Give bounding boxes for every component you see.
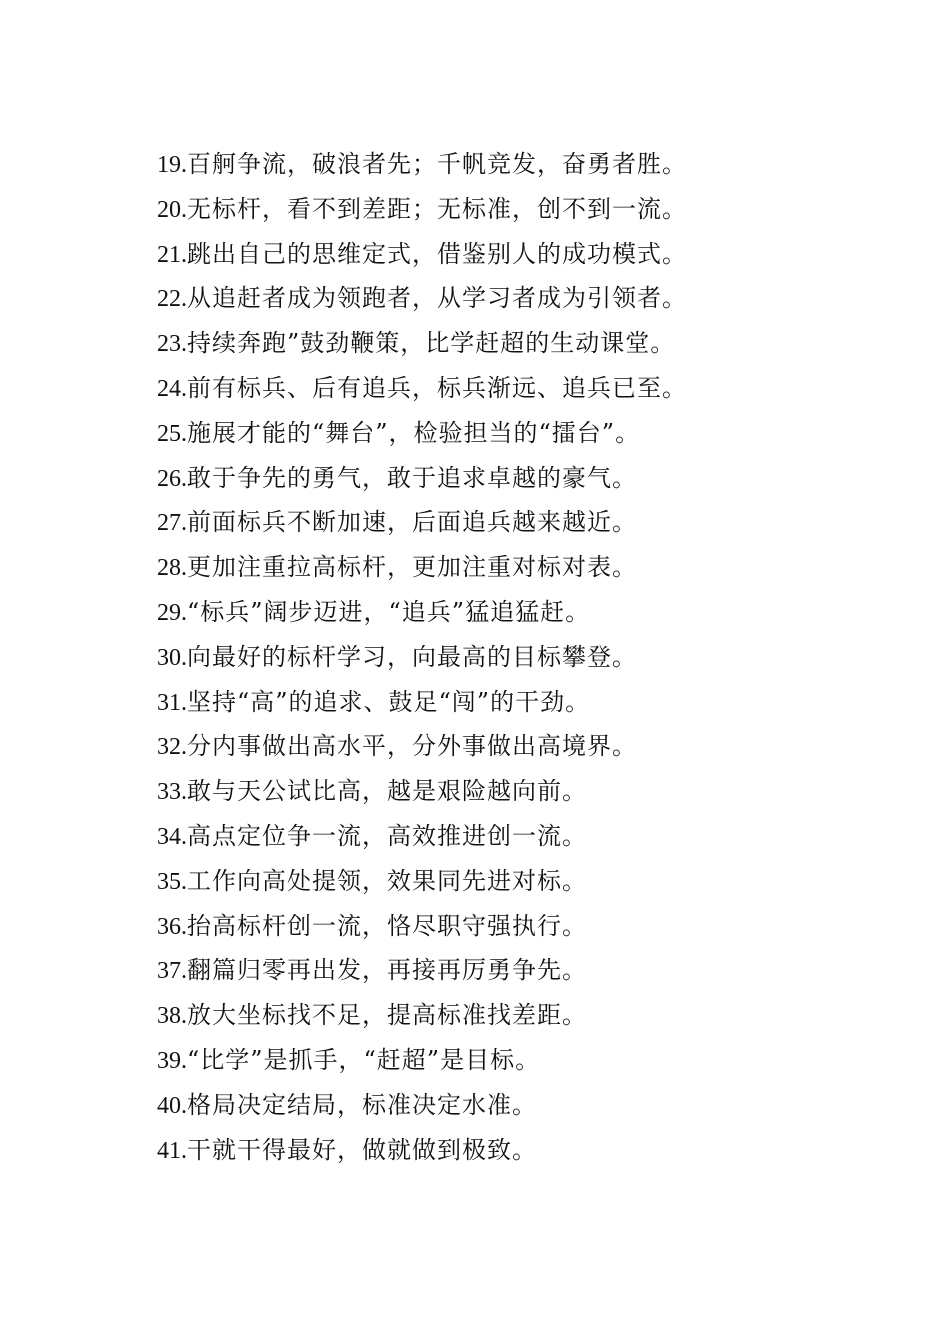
list-item	[157, 948, 687, 993]
item-text: 从追赶者成为领跑者，从学习者成为引领者。	[187, 284, 687, 313]
item-number: 19.	[157, 152, 187, 178]
item-number: 24.	[157, 375, 187, 402]
item-text: 施展才能的“舞台”，检验担当的“擂台”。	[187, 418, 641, 447]
list-item	[157, 814, 687, 859]
item-text: 前有标兵、后有追兵，标兵渐远、追兵已至。	[187, 373, 687, 402]
item-number: 39.	[157, 1047, 187, 1074]
list-item	[157, 590, 687, 635]
item-text: 前面标兵不断加速，后面追兵越来越近。	[187, 508, 637, 537]
list-item	[157, 635, 687, 680]
item-text: 工作向高处提领，效果同先进对标。	[187, 866, 587, 895]
item-text: 敢于争先的勇气，敢于追求卓越的豪气。	[187, 463, 637, 492]
item-number: 27.	[157, 510, 187, 537]
list-item	[157, 232, 687, 277]
list-item	[157, 1083, 687, 1128]
list-item	[157, 187, 687, 232]
list-item	[157, 724, 687, 769]
list-item	[157, 769, 687, 814]
item-text: 跳出自己的思维定式，借鉴别人的成功模式。	[187, 239, 687, 268]
item-text: 坚持“高”的追求、鼓足“闯”的干劲。	[187, 687, 591, 716]
list-item	[157, 321, 687, 366]
list-item	[157, 680, 687, 725]
item-text: 干就干得最好，做就做到极致。	[187, 1135, 537, 1164]
list-item	[157, 142, 687, 187]
item-number: 41.	[157, 1137, 187, 1164]
item-number: 32.	[157, 734, 187, 761]
item-text: 更加注重拉高标杆，更加注重对标对表。	[187, 553, 637, 582]
item-number: 31.	[157, 689, 187, 716]
list-item	[157, 1128, 687, 1173]
item-number: 30.	[157, 644, 187, 671]
item-text: 持续奔跑”鼓劲鞭策，比学赶超的生动课堂。	[187, 329, 676, 358]
item-number: 28.	[157, 555, 187, 582]
list-item	[157, 859, 687, 904]
item-text: 放大坐标找不足，提高标准找差距。	[187, 1001, 587, 1030]
item-text: 分内事做出高水平，分外事做出高境界。	[187, 732, 637, 761]
item-number: 38.	[157, 1003, 187, 1030]
item-number: 34.	[157, 823, 187, 850]
list-item	[157, 545, 687, 590]
list-item	[157, 1038, 687, 1083]
item-number: 25.	[157, 420, 187, 447]
item-number: 33.	[157, 779, 187, 806]
item-number: 20.	[157, 196, 187, 223]
item-text: 敢与天公试比高，越是艰险越向前。	[187, 777, 587, 806]
list-item	[157, 500, 687, 545]
item-text: 翻篇归零再出发，再接再厉勇争先。	[187, 956, 587, 985]
item-number: 21.	[157, 241, 187, 268]
item-number: 29.	[157, 599, 187, 626]
item-text: “标兵”阔步迈进，“追兵”猛追猛赶。	[187, 597, 591, 626]
list-item	[157, 276, 687, 321]
item-text: 高点定位争一流，高效推进创一流。	[187, 821, 587, 850]
item-text: 无标杆，看不到差距；无标准，创不到一流。	[187, 194, 687, 223]
item-text: 向最好的标杆学习，向最高的目标攀登。	[187, 642, 637, 671]
list-item	[157, 904, 687, 949]
item-text: 百舸争流，破浪者先；千帆竞发，奋勇者胜。	[187, 150, 687, 178]
item-text: 格局决定结局，标准决定水准。	[187, 1090, 537, 1119]
item-number: 22.	[157, 286, 187, 313]
list-item	[157, 366, 687, 411]
slogan-list	[157, 142, 687, 1172]
item-text: “比学”是抓手，“赶超”是目标。	[187, 1045, 541, 1074]
item-number: 40.	[157, 1092, 187, 1119]
item-number: 26.	[157, 465, 187, 492]
item-number: 37.	[157, 958, 187, 985]
item-number: 23.	[157, 331, 187, 358]
item-text: 抬高标杆创一流，恪尽职守强执行。	[187, 911, 587, 940]
item-number: 35.	[157, 868, 187, 895]
list-item	[157, 411, 687, 456]
list-item	[157, 456, 687, 501]
item-number: 36.	[157, 913, 187, 940]
list-item	[157, 993, 687, 1038]
